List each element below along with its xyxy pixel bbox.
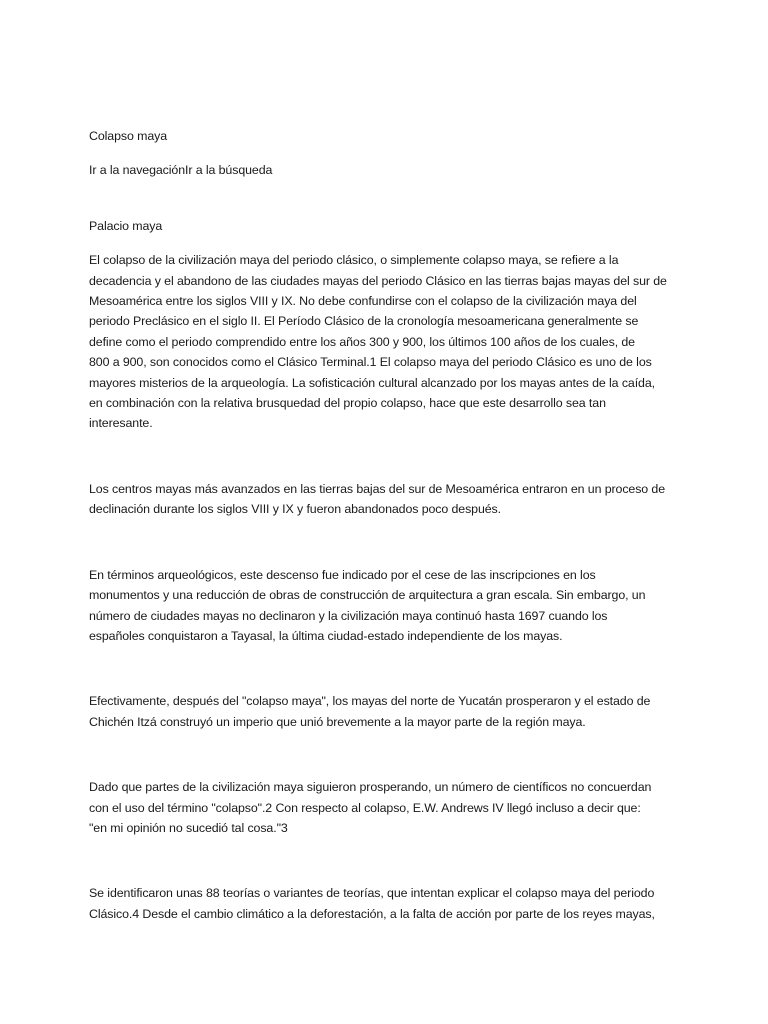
paragraph-line: "en mi opinión no sucedió tal cosa."3 bbox=[89, 820, 288, 835]
document-content bbox=[89, 126, 689, 924]
paragraph-line: decadencia y el abandono de las ciudades mayas del periodo Clásico en las tierras bajas mayas del sur de bbox=[89, 273, 667, 288]
paragraph-line: define como el periodo comprendido entre los años 300 y 900, los últimos 100 años de los cuales, de bbox=[89, 334, 635, 349]
paragraph-line: Chichén Itzá construyó un imperio que unió brevemente a la mayor parte de la región maya. bbox=[89, 714, 586, 729]
paragraph-line: con el uso del término "colapso".2 Con respecto al colapso, E.W. Andrews IV llegó incluso a decir que: bbox=[89, 800, 641, 815]
paragraph-line: 800 a 900, son conocidos como el Clásico Terminal.1 El colapso maya del periodo Clásico es uno de los bbox=[89, 355, 652, 370]
paragraph-centers bbox=[89, 479, 689, 520]
paragraph-line: en combinación con la relativa brusquedad del propio colapso, hace que este desarrollo sea tan bbox=[89, 396, 606, 411]
paragraph-line: Efectivamente, después del "colapso maya", los mayas del norte de Yucatán prosperaron y el estado de bbox=[89, 694, 651, 709]
paragraph-line: declinación durante los siglos VIII y IX y fueron abandonados poco después. bbox=[89, 502, 501, 517]
document-title: Colapso maya bbox=[89, 129, 168, 143]
paragraph-line: Dado que partes de la civilización maya siguieron prosperando, un número de científicos no concuerdan bbox=[89, 780, 652, 795]
paragraph-line: El colapso de la civilización maya del periodo clásico, o simplemente colapso maya, se refiere a la bbox=[89, 253, 619, 268]
image-caption: Palacio maya bbox=[89, 218, 163, 233]
paragraph-archaeology bbox=[89, 565, 689, 647]
paragraph-line: Mesoamérica entre los siglos VIII y IX. No debe confundirse con el colapso de la civilización maya del bbox=[89, 294, 637, 309]
paragraph-line: periodo Preclásico en el siglo II. El Período Clásico de la cronología mesoamericana generalmente se bbox=[89, 314, 639, 329]
paragraph-line: monumentos y una reducción de obras de construcción de arquitectura a gran escala. Sin embargo, un bbox=[89, 588, 646, 603]
paragraph-scientists bbox=[89, 777, 689, 838]
paragraph-line: Clásico.4 Desde el cambio climático a la deforestación, a la falta de acción por parte de los reyes mayas, bbox=[89, 906, 655, 921]
paragraph-line: Los centros mayas más avanzados en las tierras bajas del sur de Mesoamérica entraron en un proceso de bbox=[89, 481, 666, 496]
paragraph-line: Se identificaron unas 88 teorías o variantes de teorías, que intentan explicar el colapso maya del periodo bbox=[89, 886, 655, 901]
paragraph-intro bbox=[89, 250, 689, 434]
paragraph-line: españoles conquistaron a Tayasal, la última ciudad-estado independiente de los mayas. bbox=[89, 628, 563, 643]
paragraph-line: En términos arqueológicos, este descenso fue indicado por el cese de las inscripciones en los bbox=[89, 567, 596, 582]
paragraph-line: número de ciudades mayas no declinaron y la civilización maya continuó hasta 1697 cuando los bbox=[89, 608, 608, 623]
paragraph-line: mayores misterios de la arqueología. La sofisticación cultural alcanzado por los mayas antes de la caída, bbox=[89, 375, 655, 390]
navigation-links-text: Ir a la navegaciónIr a la búsqueda bbox=[89, 163, 273, 178]
paragraph-theories bbox=[89, 883, 689, 924]
paragraph-line: interesante. bbox=[89, 416, 153, 431]
paragraph-yucatan bbox=[89, 691, 689, 732]
